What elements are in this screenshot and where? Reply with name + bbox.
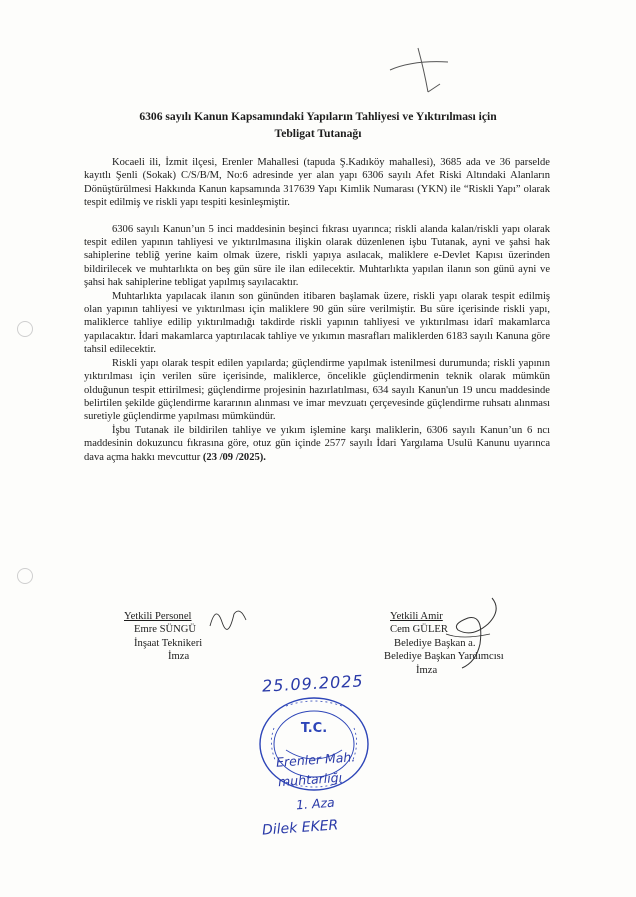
paragraph-1: Kocaeli ili, İzmit ilçesi, Erenler Mahallesi (tapuda Ş.Kadıköy mahallesi), 3685 ada ve 36 parselde kayıtlı Şenli (Sokak) C/S/B/M, No:6 adresinde yer alan yapı 6306 sayılı Afet Riski Altındaki Alanların Dönüştürülmesi Hakkında Kanun kapsamında 317639 Yapı Kimlik Numarası (YKN) ile “Riskli Yapı” olarak tespit edilmiş ve riskli yapı tespiti kesinleşmiştir. <box>84 157 550 209</box>
handwritten-line-2: muhtarlığı <box>277 769 343 790</box>
document-title <box>60 108 576 142</box>
handwritten-line-3: 1. Aza <box>295 794 336 813</box>
handwritten-line-1: Erenler Mah. <box>275 749 356 770</box>
signature-right-scribble <box>432 594 512 674</box>
title-line-2: Tebligat Tutanağı <box>274 127 362 140</box>
handwritten-date: 25.09.2025 <box>261 671 365 696</box>
punch-hole-bottom <box>17 568 33 584</box>
signature-right-role: Yetkili Amir <box>390 611 443 622</box>
document-body <box>84 156 550 464</box>
signature-left-sign: İmza <box>168 651 190 663</box>
top-pen-mark <box>388 40 458 100</box>
signature-right-title1: Belediye Başkan a. <box>394 637 476 649</box>
handwritten-line-4: Dilek EKER <box>261 817 339 839</box>
signature-right-sign: İmza <box>416 664 438 676</box>
paragraph-3: Muhtarlıkta yapılacak ilanın son gününden itibaren başlamak üzere, riskli yapı olarak tespit edilmiş olan yapının tahliyesi ve yıktırılması için maliklere 90 gün süre verilmiştir. Bu süre içerisinde riskli yapı, maliklerce tahliye edilip yıktırılmadığı takdirde riskli yapının tahliyesi ve yıktırılması idarî makamlarca yapılacaktır. İdari makamlarca yaptırılacak tahliye ve yıkımın masrafları maliklerden 6183 sayılı Kanuna göre tahsil edilecektir. <box>84 290 550 356</box>
signature-left-scribble <box>206 600 252 634</box>
signature-left-title: İnşaat Teknikeri <box>134 637 203 649</box>
paragraph-4: Riskli yapı olarak tespit edilen yapılarda; güçlendirme yapılmak istenilmesi durumunda; riskli yapının yıktırılması için verilen süre içerisinde, maliklerce, öncelikle güçlendirmenin teknik olarak mümkün olduğunun tespit ettirilmesi; güçlendirme projesinin hazırlatılması, 634 sayılı Kanun'un 19 uncu maddesinde belirtilen şekilde güçlendirme kararının alınması ve imar mevzuatı çerçevesinde güçlendirme ruhsatı alınması suretiyle güçlendirme yapılması mümkündür. <box>84 357 550 423</box>
stamp-center-text: T.C. <box>300 721 328 736</box>
paragraph-5-date: (23 /09 /2025). <box>202 451 266 463</box>
paragraph-2: 6306 sayılı Kanun’un 5 inci maddesinin beşinci fıkrası uyarınca; riskli alanda kalan/riskli yapı olarak tespit edilen yapının tahliyesi ve yıktırılmasına ilişkin olarak düzenlenen işbu Tutanak, ayni ve şahsi hak sahiplerine tebliğ yerine kaim olmak üzere, riskli yapıya asılacak, maliklere e-Devlet Kapısı üzerinden bildirilecek ve muhtarlıkta on beş gün süre ile ilan edilecektir. Muhtarlıkta yapılan ilanın son günü ayni ve şahsi hak sahiplerine tebligat yapılmış sayılacaktır. <box>84 223 550 289</box>
signature-left-name: Emre SÜNGÜ <box>134 624 197 636</box>
signature-left-role: Yetkili Personel <box>124 611 192 622</box>
punch-hole-top <box>17 321 33 337</box>
paragraph-5 <box>84 424 550 464</box>
signature-right-title2: Belediye Başkan Yardımcısı <box>384 651 504 663</box>
title-line-1: 6306 sayılı Kanun Kapsamındaki Yapıların Tahliyesi ve Yıktırılması için <box>139 110 497 123</box>
signature-right-name: Cem GÜLER <box>390 624 448 636</box>
paragraph-5-text: İşbu Tutanak ile bildirilen tahliye ve yıkım işlemine karşı maliklerin, 6306 sayılı Kanun’un 6 ncı maddesinin dokuzuncu fıkrasına göre, otuz gün içinde 2577 sayılı İdari Yargılama Usulü Kanunu uyarınca dava açma hakkı mevcuttur <box>84 424 550 463</box>
